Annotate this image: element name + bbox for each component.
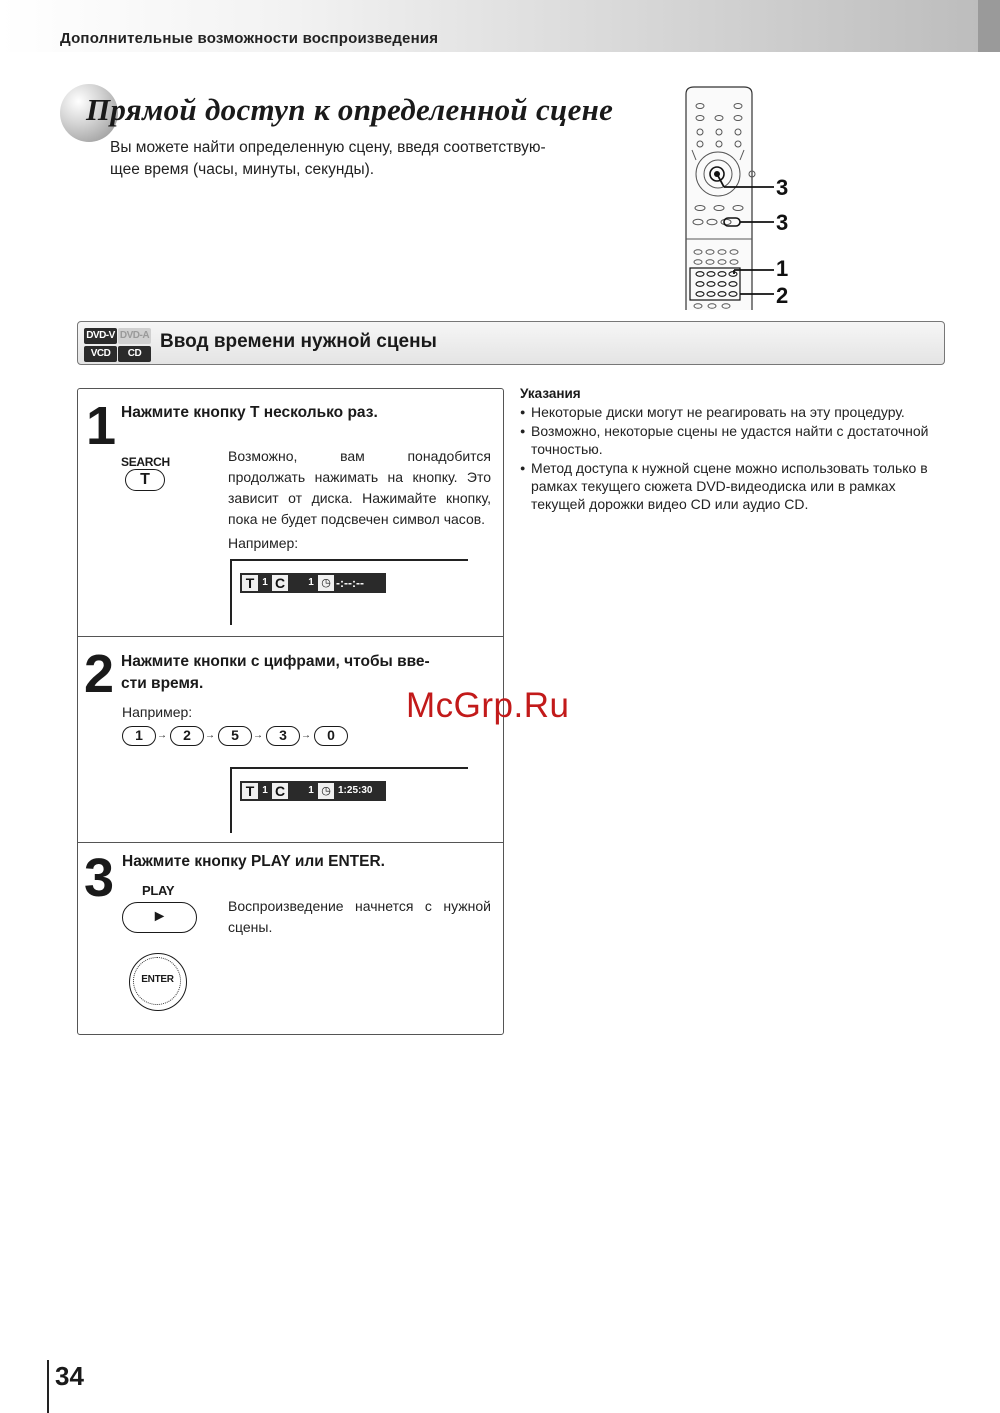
intro-text bbox=[110, 137, 635, 181]
osd-display-blank bbox=[230, 559, 468, 625]
step-2-heading-line-1: Нажмите кнопки с цифрами, чтобы вве- bbox=[121, 653, 430, 670]
header-section-label: Дополнительные возможности воспроизведения bbox=[60, 30, 439, 47]
remote-callout-2: 2 bbox=[776, 283, 789, 308]
arrow-right-icon: → bbox=[157, 730, 167, 741]
intro-line-2: щее время (часы, минуты, секунды). bbox=[110, 161, 375, 178]
page-number-rule bbox=[47, 1360, 49, 1413]
digit-button-4: 3 bbox=[266, 726, 300, 746]
step-2-heading-line-2: сти время. bbox=[121, 675, 204, 692]
osd-chapter-key: C bbox=[272, 783, 288, 799]
badge-dvd-audio: DVD-A bbox=[118, 328, 151, 344]
remote-callout-3-play: 3 bbox=[776, 210, 789, 235]
osd-title-number: 1 bbox=[262, 577, 268, 588]
play-button-label: PLAY bbox=[142, 883, 175, 898]
intro-line-1: Вы можете найти определенную сцену, введя соответствую- bbox=[110, 139, 546, 156]
page-title: Прямой доступ к определенной сцене bbox=[86, 92, 614, 127]
header-bar-edge bbox=[978, 0, 1000, 52]
search-button-label: SEARCH bbox=[121, 455, 170, 469]
search-t-button: T bbox=[125, 469, 165, 491]
arrow-right-icon: → bbox=[205, 730, 215, 741]
step-3-heading: Нажмите кнопку PLAY или ENTER. bbox=[122, 853, 385, 870]
step-1-example-label: Например: bbox=[228, 535, 299, 551]
note-item: ● Метод доступа к нужной сцене можно использовать только в рамках текущего сюжета DVD-видеодиска или в рамках текущей дорожки видео CD или аудио CD. bbox=[520, 459, 950, 513]
page-number: 34 bbox=[55, 1361, 84, 1391]
step-2 bbox=[78, 636, 503, 843]
osd-title-key: T bbox=[242, 783, 258, 799]
badge-cd: CD bbox=[118, 346, 151, 362]
play-icon: ► bbox=[151, 908, 168, 925]
osd-bar bbox=[240, 781, 386, 801]
step-2-example-label: Например: bbox=[122, 704, 193, 720]
digit-button-3: 5 bbox=[218, 726, 252, 746]
osd-display-time bbox=[230, 767, 468, 833]
digit-button-2: 2 bbox=[170, 726, 204, 746]
badge-dvd-video: DVD-V bbox=[84, 328, 117, 344]
digit-button-5: 0 bbox=[314, 726, 348, 746]
section-title: Ввод времени нужной сцены bbox=[160, 331, 437, 352]
step-1-text: Возможно, вам понадобится продолжать нажимать на кнопку. Это зависит от диска. Нажимайте кнопку, пока не будет подсвечен символ часов. bbox=[228, 448, 491, 527]
section-header bbox=[77, 321, 945, 365]
remote-callout-1: 1 bbox=[776, 256, 789, 281]
badge-vcd: VCD bbox=[84, 346, 117, 362]
step-2-number: 2 bbox=[84, 644, 113, 704]
step-3 bbox=[78, 842, 503, 1035]
enter-button-label: ENTER bbox=[141, 974, 174, 985]
note-item: ● Возможно, некоторые сцены не удастся найти с достаточной точностью. bbox=[520, 422, 950, 458]
step-1-number: 1 bbox=[86, 396, 115, 456]
osd-chapter-number: 1 bbox=[308, 785, 314, 796]
arrow-right-icon: → bbox=[253, 730, 263, 741]
clock-icon: ◷ bbox=[318, 575, 334, 591]
watermark: McGrp.Ru bbox=[406, 686, 570, 725]
remote-callout-3-enter: 3 bbox=[776, 175, 789, 200]
notes-title: Указания bbox=[520, 386, 581, 401]
play-button bbox=[122, 902, 197, 933]
digit-button-1: 1 bbox=[122, 726, 156, 746]
digit-sequence bbox=[122, 726, 362, 748]
osd-title-key: T bbox=[242, 575, 258, 591]
notes-section bbox=[520, 386, 950, 514]
osd-chapter-key: C bbox=[272, 575, 288, 591]
osd-time: 1:25:30 bbox=[338, 785, 373, 796]
step-3-number: 3 bbox=[84, 848, 113, 908]
note-item: ● Некоторые диски могут не реагировать на эту процедуру. bbox=[520, 403, 950, 421]
arrow-right-icon: → bbox=[301, 730, 311, 741]
enter-button bbox=[129, 953, 187, 1011]
osd-time: -:--:-- bbox=[336, 576, 364, 590]
osd-title-number: 1 bbox=[262, 785, 268, 796]
step-1-heading: Нажмите кнопку T несколько раз. bbox=[121, 404, 378, 421]
clock-icon: ◷ bbox=[318, 783, 334, 799]
osd-chapter-number: 1 bbox=[308, 577, 314, 588]
step-1 bbox=[78, 389, 503, 636]
step-3-text: Воспроизведение начнется с нужной сцены. bbox=[228, 898, 491, 935]
osd-bar bbox=[240, 573, 386, 593]
